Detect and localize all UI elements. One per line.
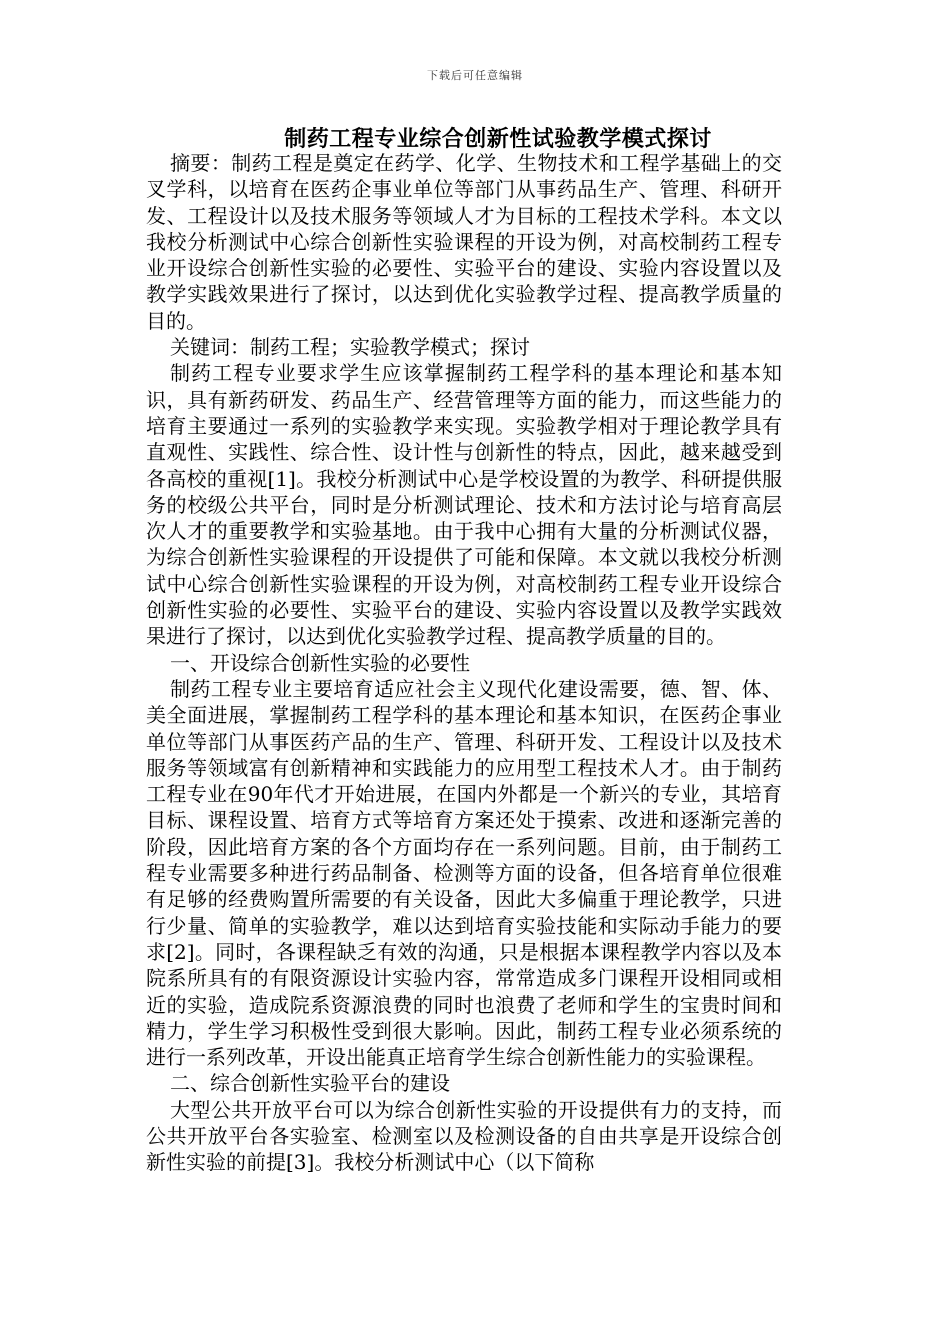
- section-heading-1: 一、开设综合创新性实验的必要性: [170, 650, 470, 675]
- intro-paragraph: 制药工程专业要求学生应该掌握制药工程学科的基本理论和基本知识，具有新药研发、药品生产、经营管理等方面的能力，而这些能力的培育主要通过一系列的实验教学来实现。实验教学相对于理论教学具有直观性、实践性、综合性、设计性与创新性的特点，因此，越来越受到各高校的重视[1]。我校分析测试中心是学校设置的为教学、科研提供服务的校级公共平台，同时是分析测试理论、技术和方法讨论与培育高层次人才的重要教学和实验基地。由于我中心拥有大量的分析测试仪器，为综合创新性实验课程的开设提供了可能和保障。本文就以我校分析测试中心综合创新性实验课程的开设为例，对高校制药工程专业开设综合创新性实验的必要性、实验平台的建设、实验内容设置以及教学实践效果进行了探讨，以达到优化实验教学过程、提高教学质量的目的。: [146, 361, 782, 649]
- section-2-paragraph: 大型公共开放平台可以为综合创新性实验的开设提供有力的支持，而公共开放平台各实验室、检测室以及检测设备的自由共享是开设综合创新性实验的前提[3]。我校分析测试中心（以下简称: [146, 1097, 782, 1175]
- keywords-paragraph: 关键词：制药工程；实验教学模式；探讨: [170, 335, 530, 360]
- abstract-paragraph: 摘要：制药工程是奠定在药学、化学、生物技术和工程学基础上的交叉学科，以培育在医药企事业单位等部门从事药品生产、管理、科研开发、工程设计以及技术服务等领域人才为目标的工程技术学科。本文以我校分析测试中心综合创新性实验课程的开设为例，对高校制药工程专业开设综合创新性实验的必要性、实验平台的建设、实验内容设置以及教学实践效果进行了探讨，以达到优化实验教学过程、提高教学质量的目的。: [146, 151, 782, 333]
- document-body: [146, 150, 782, 1176]
- section-1-paragraph: 制药工程专业主要培育适应社会主义现代化建设需要，德、智、体、美全面进展，掌握制药工程学科的基本理论和基本知识，在医药企事业单位等部门从事医药产品的生产、管理、科研开发、工程设计以及技术服务等领域富有创新精神和实践能力的应用型工程技术人才。由于制药工程专业在90年代才开始进展，在国内外都是一个新兴的专业，其培育目标、课程设置、培育方式等培育方案还处于摸索、改进和逐渐完善的阶段，因此培育方案的各个方面均存在一系列问题。目前，由于制药工程专业需要多种进行药品制备、检测等方面的设备，但各培育单位很难有足够的经费购置所需要的有关设备，因此大多偏重于理论教学，只进行少量、简单的实验教学，难以达到培育实验技能和实际动手能力的要求[2]。同时，各课程缺乏有效的沟通，只是根据本课程教学内容以及本院系所具有的有限资源设计实验内容，常常造成多门课程开设相同或相近的实验，造成院系资源浪费的同时也浪费了老师和学生的宝贵时间和精力，学生学习积极性受到很大影响。因此，制药工程专业必须系统的进行一系列改革，开设出能真正培育学生综合创新性能力的实验课程。: [146, 676, 782, 1070]
- section-heading-2: 二、综合创新性实验平台的建设: [170, 1071, 450, 1096]
- header-note: 下载后可任意编辑: [427, 69, 523, 82]
- document-title: 制药工程专业综合创新性试验教学模式探讨: [284, 127, 712, 152]
